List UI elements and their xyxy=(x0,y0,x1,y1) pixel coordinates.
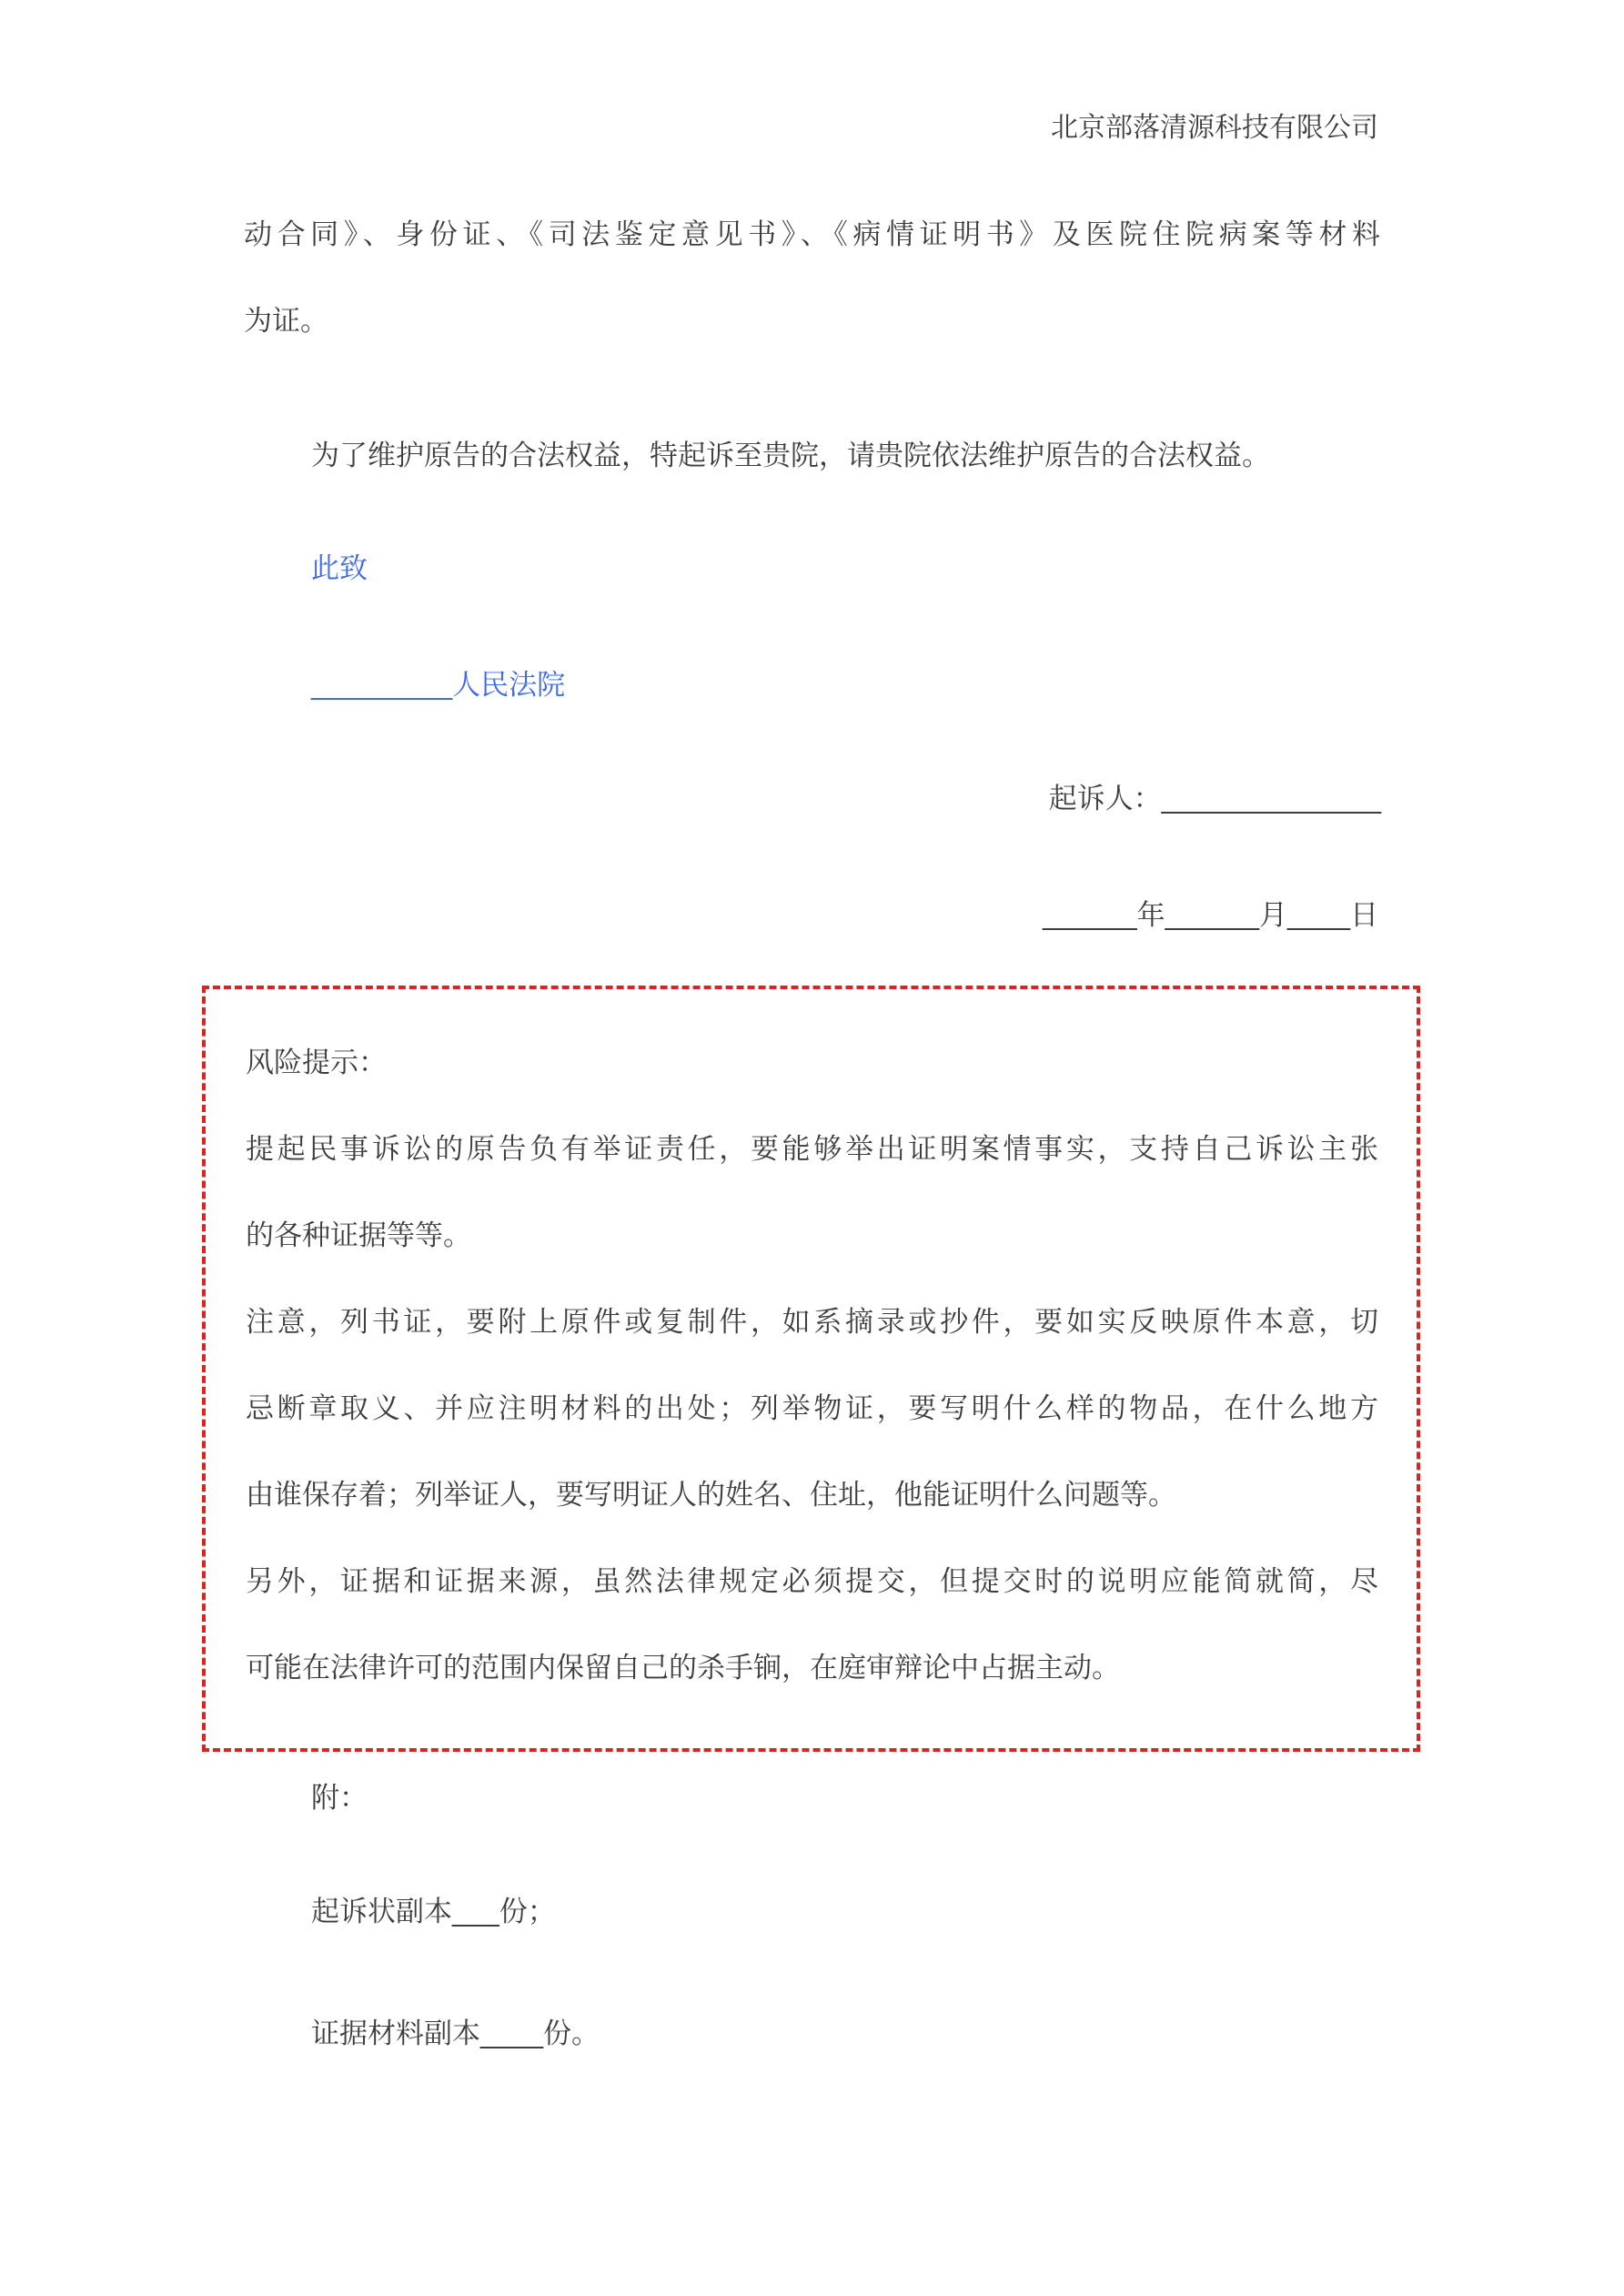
body-paragraph2: 为了维护原告的合法权益，特起诉至贵院，请贵院依法维护原告的合法权益。 xyxy=(311,440,1270,471)
risk-tip-line: 另外，证据和证据来源，虽然法律规定必须提交，但提交时的说明应能简就简，尽 xyxy=(246,1565,1378,1597)
risk-tip-line: 提起民事诉讼的原告负有举证责任，要能够举出证明案情事实，支持自己诉讼主张 xyxy=(246,1133,1378,1165)
court-blank-line: _________人民法院 xyxy=(311,669,566,701)
risk-tip-line: 的各种证据等等。 xyxy=(246,1219,471,1251)
risk-tip-title: 风险提示： xyxy=(246,1047,387,1078)
plaintiff-signature-line: 起诉人：______________ xyxy=(1048,783,1381,814)
attachment-item-evidence-copies: 证据材料副本____份。 xyxy=(311,2018,600,2049)
attachments-label: 附： xyxy=(311,1782,368,1814)
date-line: ______年______月____日 xyxy=(1043,899,1378,931)
body-paragraph1-line1: 动合同》、身份证、《司法鉴定意见书》、《病情证明书》及医院住院病案等材料 xyxy=(244,218,1380,250)
body-paragraph1-line2: 为证。 xyxy=(244,305,328,337)
risk-tip-line: 可能在法律许可的范围内保留自己的杀手锏，在庭审辩论中占据主动。 xyxy=(246,1652,1120,1684)
risk-tip-box xyxy=(202,986,1420,1752)
risk-tip-line: 忌断章取义、并应注明材料的出处；列举物证，要写明什么样的物品，在什么地方 xyxy=(246,1392,1378,1424)
attachment-item-complaint-copies: 起诉状副本___份； xyxy=(311,1896,556,1927)
risk-tip-line: 注意，列书证，要附上原件或复制件，如系摘录或抄件，要如实反映原件本意，切 xyxy=(246,1306,1378,1338)
salute-text: 此致 xyxy=(311,552,368,584)
company-header: 北京部落清源科技有限公司 xyxy=(1051,113,1378,143)
risk-tip-line: 由谁保存着；列举证人，要写明证人的姓名、住址，他能证明什么问题等。 xyxy=(246,1479,1176,1511)
